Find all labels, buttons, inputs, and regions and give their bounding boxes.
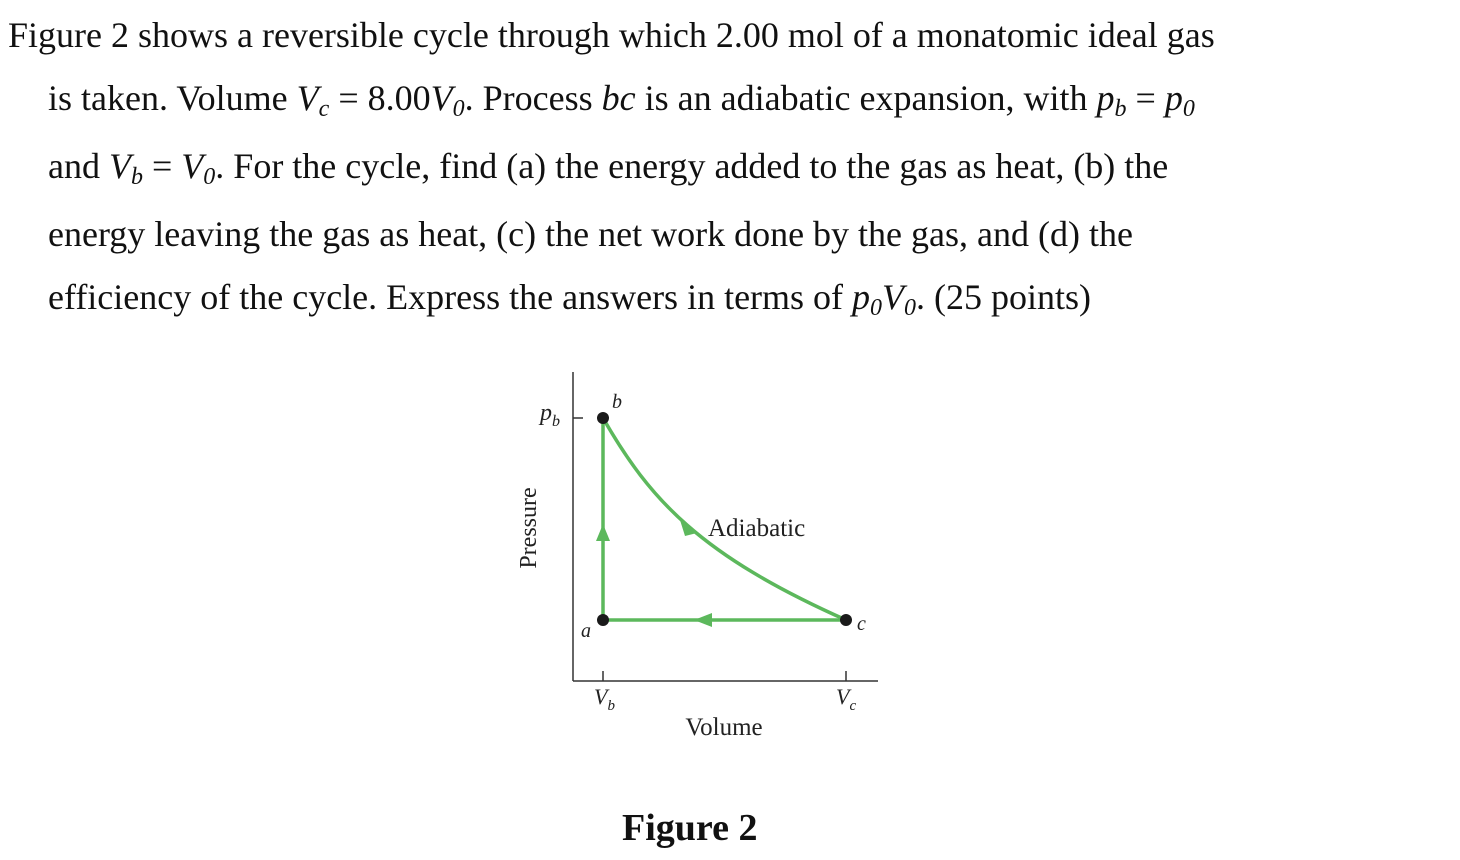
vb-tick-label: $V_b$ xyxy=(594,684,615,714)
problem-line-2: is taken. Volume Vc = 8.00V0. Process bc is an adiabatic expansion, with pb = p0 xyxy=(48,78,1195,122)
point-a-dot xyxy=(597,614,609,626)
problem-line-1: Figure 2 shows a reversible cycle through which 2.00 mol of a monatomic ideal gas xyxy=(8,15,1215,55)
adiabatic-label: Adiabatic xyxy=(708,515,806,542)
x-axis-label: Volume xyxy=(685,714,763,741)
y-axis-label: Pressure xyxy=(516,487,542,569)
point-b-dot xyxy=(597,412,609,424)
point-b-label: b xyxy=(612,391,622,413)
process-ca-arrow xyxy=(694,613,712,627)
figure-caption: Figure 2 xyxy=(622,807,758,849)
vc-tick-label: $V_c$ xyxy=(836,684,857,714)
problem-line-3: and Vb = V0. For the cycle, find (a) the energy added to the gas as heat, (b) the xyxy=(48,146,1169,190)
problem-line-5: efficiency of the cycle. Express the answers in terms of p0V0. (25 points) xyxy=(48,277,1092,321)
point-a-label: a xyxy=(581,620,591,642)
point-c-dot xyxy=(840,614,852,626)
pb-tick-label: $p_b$ xyxy=(540,400,560,430)
process-ab-arrow xyxy=(596,524,610,541)
process-bc-arrow xyxy=(680,520,697,536)
point-c-label: c xyxy=(857,613,866,635)
problem-line-4: energy leaving the gas as heat, (c) the net work done by the gas, and (d) the xyxy=(48,214,1133,254)
